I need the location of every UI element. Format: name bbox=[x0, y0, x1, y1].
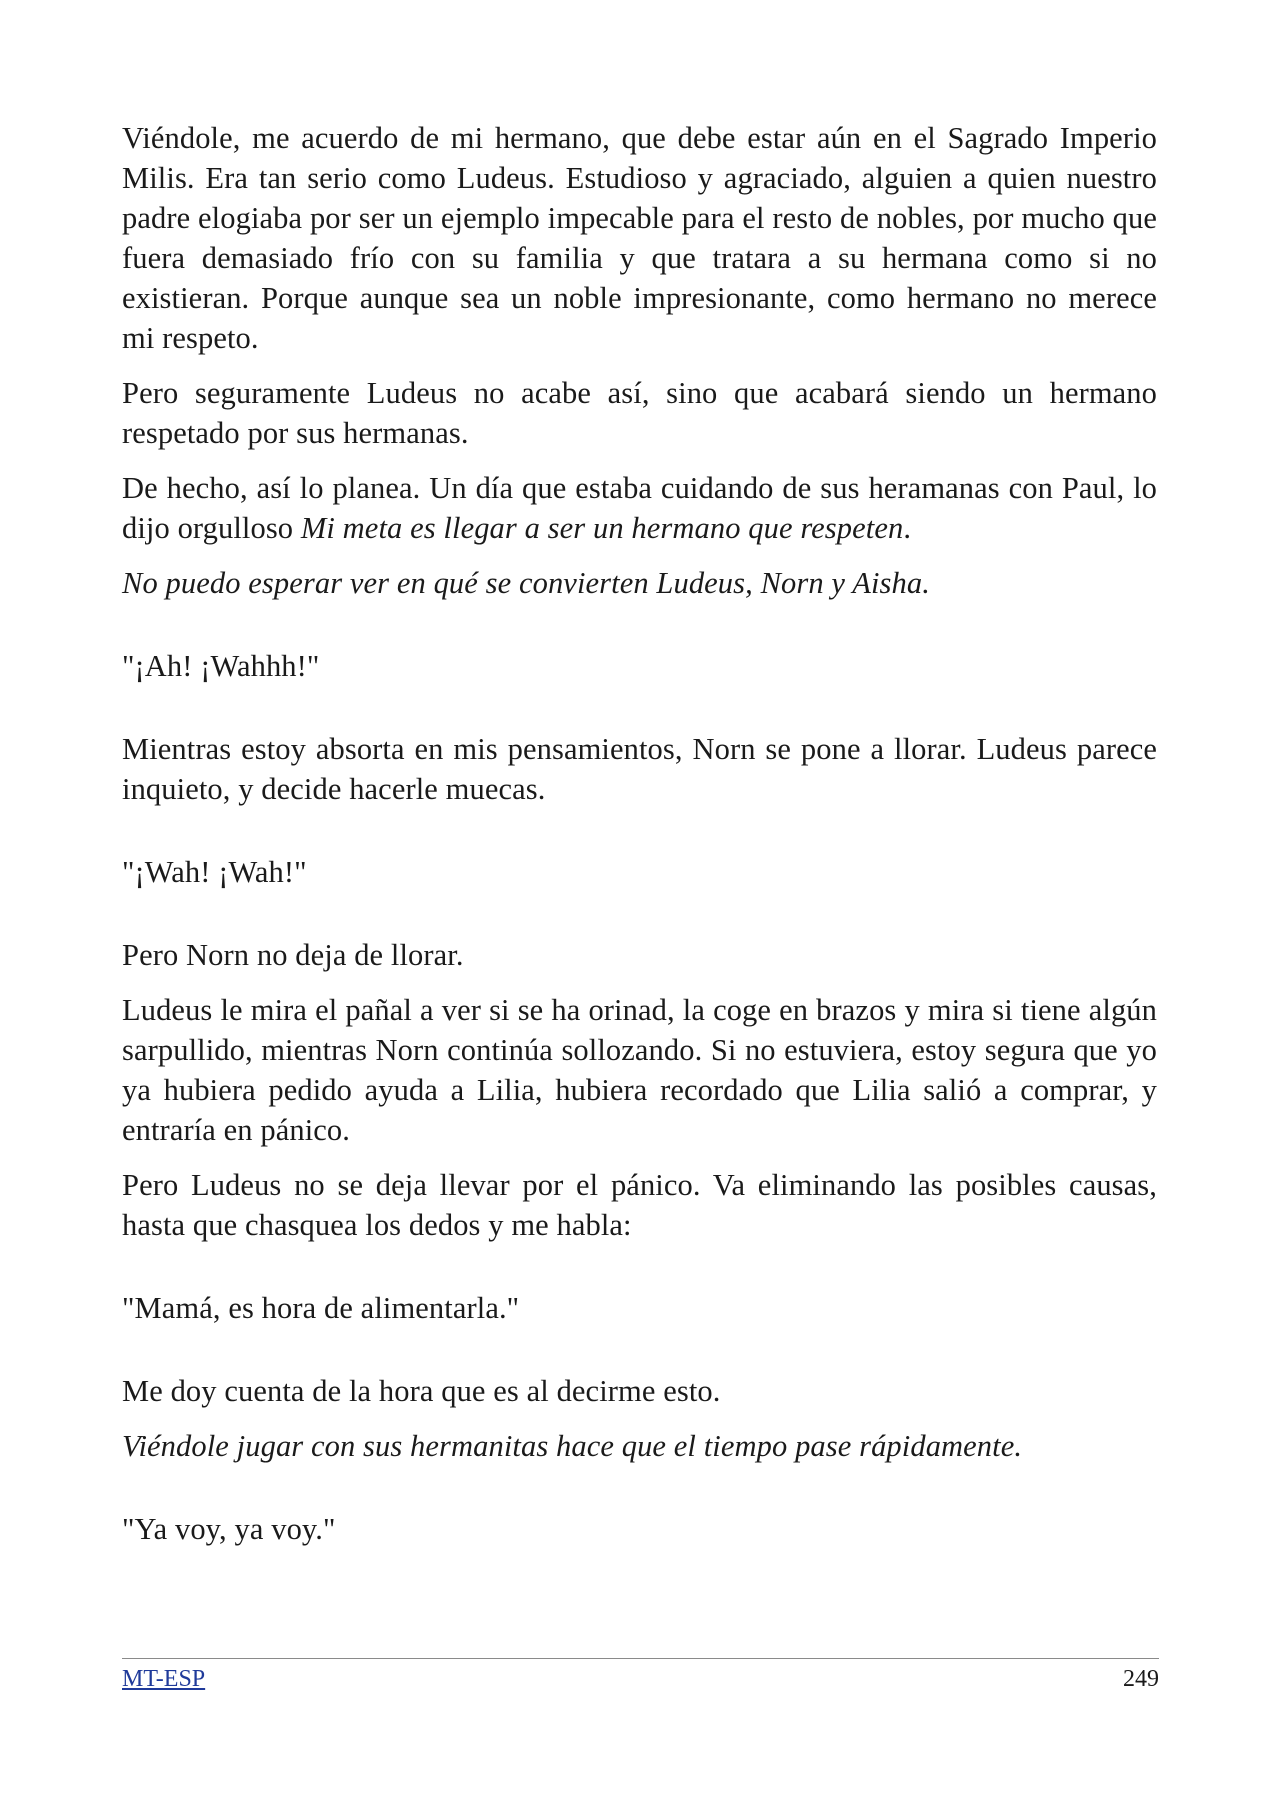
page-body bbox=[122, 118, 1157, 1564]
dialogue-4: "Ya voy, ya voy." bbox=[122, 1512, 336, 1546]
footer-link-mt-esp[interactable]: MT-ESP bbox=[122, 1666, 206, 1692]
paragraph-3-period: . bbox=[903, 511, 912, 545]
paragraph-3-text: De hecho, así lo planea. Un día que estaba cuidando de sus heramanas con Paul, lo dijo orgulloso bbox=[122, 471, 1157, 545]
dialogue-3: "Mamá, es hora de alimentarla." bbox=[122, 1291, 520, 1325]
dialogue-1: "¡Ah! ¡Wahhh!" bbox=[122, 649, 320, 683]
paragraph-6: Pero Norn no deja de llorar. bbox=[122, 938, 464, 972]
paragraph-1: Viéndole, me acuerdo de mi hermano, que debe estar aún en el Sagrado Imperio Milis. Era tan serio como Ludeus. Estudioso y agraciado, alguien a quien nuestro padre elogiaba por ser un ejemplo impecable para el resto de nobles, por mucho que fuera demasiado frío con su familia y que tratara a su hermana como si no existieran. Porque aunque sea un noble impresionante, como hermano no merece mi respeto. bbox=[122, 121, 1157, 355]
dialogue-2: "¡Wah! ¡Wah!" bbox=[122, 855, 307, 889]
paragraph-9: Me doy cuenta de la hora que es al decirme esto. bbox=[122, 1374, 721, 1408]
paragraph-2: Pero seguramente Ludeus no acabe así, sino que acabará siendo un hermano respetado por sus hermanas. bbox=[122, 376, 1157, 450]
paragraph-8: Pero Ludeus no se deja llevar por el pánico. Va eliminando las posibles causas, hasta que chasquea los dedos y me habla: bbox=[122, 1168, 1157, 1242]
paragraph-10-thought: Viéndole jugar con sus hermanitas hace que el tiempo pase rápidamente. bbox=[122, 1429, 1023, 1463]
paragraph-3 bbox=[122, 468, 1157, 548]
page-footer bbox=[122, 1658, 1159, 1692]
paragraph-4-thought: No puedo esperar ver en qué se convierten Ludeus, Norn y Aisha. bbox=[122, 566, 930, 600]
paragraph-3-italic-quote: Mi meta es llegar a ser un hermano que respeten bbox=[300, 511, 904, 545]
page-number: 249 bbox=[1123, 1666, 1159, 1692]
paragraph-5: Mientras estoy absorta en mis pensamientos, Norn se pone a llorar. Ludeus parece inquieto, y decide hacerle muecas. bbox=[122, 732, 1157, 806]
paragraph-7: Ludeus le mira el pañal a ver si se ha orinad, la coge en brazos y mira si tiene algún sarpullido, mientras Norn continúa sollozando. Si no estuviera, estoy segura que yo ya hubiera pedido ayuda a Lilia, hubiera recordado que Lilia salió a comprar, y entraría en pánico. bbox=[122, 993, 1157, 1147]
